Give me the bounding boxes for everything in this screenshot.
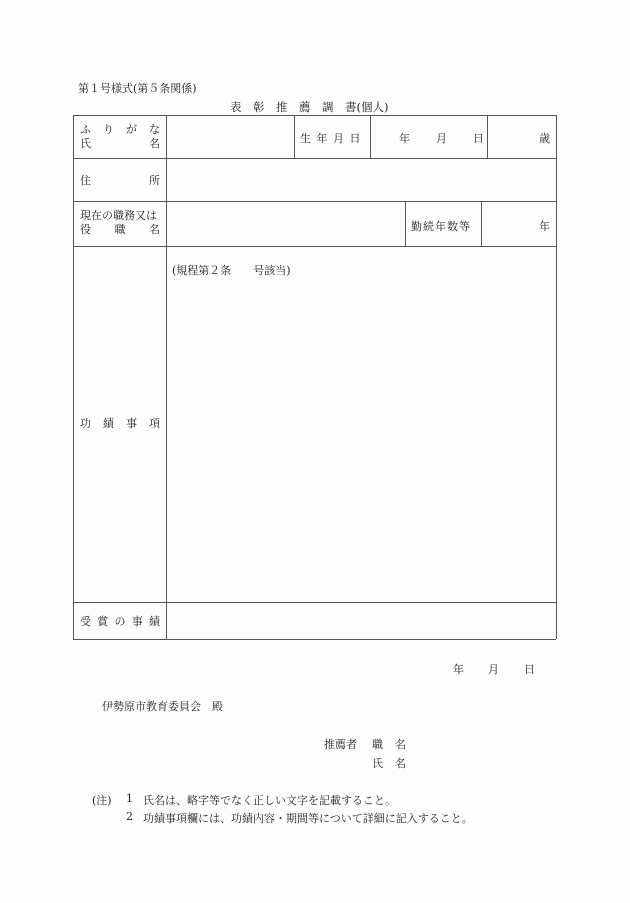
label-char: 名 bbox=[149, 223, 160, 236]
label-char: 項 bbox=[149, 417, 160, 430]
table-border-left bbox=[73, 115, 74, 639]
label-char: り bbox=[103, 123, 114, 136]
position-field[interactable] bbox=[167, 202, 405, 246]
awards-field[interactable] bbox=[167, 603, 556, 639]
label-char: な bbox=[149, 123, 160, 136]
label-char: 賞 bbox=[97, 615, 109, 628]
note-text: 功績事項欄には、功績内容・期間等について詳細に記入すること。 bbox=[143, 812, 473, 825]
label-char: の bbox=[114, 615, 126, 628]
table-divider bbox=[405, 201, 406, 246]
note-text: 氏名は、略字等でなく正しい文字を記載すること。 bbox=[143, 794, 396, 807]
birthdate-label: 生 年 月 日 bbox=[300, 132, 361, 145]
year-unit: 年 bbox=[399, 132, 410, 145]
years-unit: 年 bbox=[539, 220, 550, 233]
address-field[interactable] bbox=[167, 159, 556, 201]
recommender-position-label: 名 bbox=[395, 738, 406, 751]
recommender-name-label: 名 bbox=[395, 757, 406, 770]
note-number: 2 bbox=[126, 810, 133, 823]
month-unit: 月 bbox=[436, 132, 447, 145]
label-char: 役 bbox=[80, 223, 91, 236]
label-char: ふ bbox=[80, 123, 91, 136]
date-year: 年 bbox=[453, 663, 464, 676]
notes-prefix: (注) bbox=[92, 794, 112, 807]
page-title: 表 彰 推 薦 調 書(個人) bbox=[230, 100, 389, 114]
name-field[interactable] bbox=[167, 116, 294, 158]
day-unit: 日 bbox=[473, 132, 484, 145]
label-char: 事 bbox=[131, 615, 143, 628]
table-border-right bbox=[556, 115, 557, 639]
label-char: 氏 bbox=[80, 137, 91, 150]
recommender-position-label: 職 bbox=[372, 738, 383, 751]
note-number: 1 bbox=[126, 792, 133, 805]
regulation-clause-text: (規程第２条 号該当) bbox=[172, 264, 291, 277]
label-char: 事 bbox=[126, 417, 137, 430]
addressee: 伊勢原市教育委員会 殿 bbox=[102, 700, 223, 713]
recommender-name-label: 氏 bbox=[372, 757, 383, 770]
label-char: 受 bbox=[80, 615, 91, 628]
position-label bbox=[80, 209, 160, 237]
age-unit: 歳 bbox=[539, 132, 550, 145]
date-day: 日 bbox=[524, 663, 535, 676]
label-char: 名 bbox=[149, 137, 160, 150]
recommender-label: 推薦者 bbox=[324, 738, 357, 751]
address-label bbox=[80, 159, 160, 201]
form-number: 第１号様式(第５条関係) bbox=[78, 82, 197, 95]
awards-label bbox=[80, 603, 160, 639]
table-divider bbox=[294, 115, 295, 158]
label-char: 所 bbox=[149, 174, 160, 187]
achievements-label bbox=[80, 410, 160, 436]
years-of-service-label: 勤続年数等 bbox=[411, 220, 471, 233]
label-char: 功 bbox=[80, 417, 91, 430]
label-line: 現在の職務又は bbox=[80, 209, 157, 222]
label-char: 住 bbox=[80, 174, 91, 187]
label-char: 績 bbox=[103, 417, 114, 430]
achievements-field[interactable] bbox=[167, 247, 556, 602]
date-month: 月 bbox=[488, 663, 499, 676]
birthdate-field[interactable] bbox=[371, 116, 487, 158]
label-char: が bbox=[126, 123, 137, 136]
table-border-bottom bbox=[73, 639, 556, 640]
label-char: 績 bbox=[149, 615, 160, 628]
furigana-name-label bbox=[80, 123, 160, 151]
age-field[interactable] bbox=[488, 116, 556, 158]
years-of-service-field[interactable] bbox=[482, 202, 556, 246]
label-char: 職 bbox=[114, 223, 126, 236]
